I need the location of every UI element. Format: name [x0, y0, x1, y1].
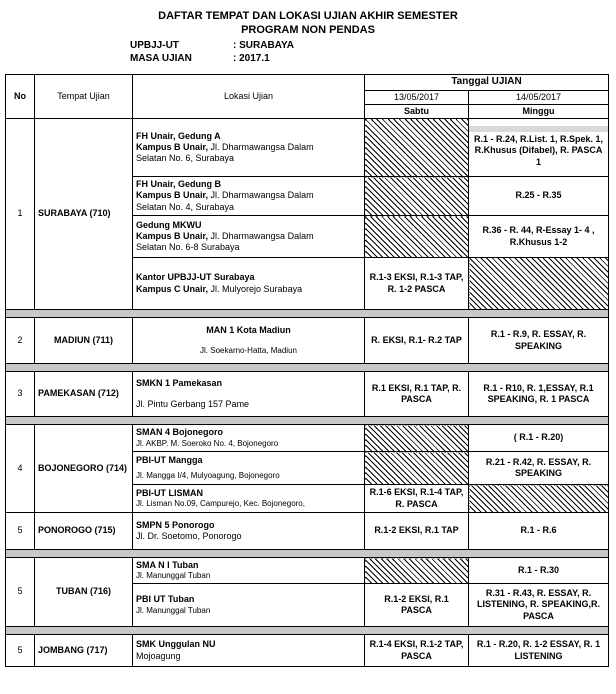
location-address: Jl. Pintu Gerbang 157 Pame [136, 399, 250, 409]
location-campus: Kampus B Unair, [136, 230, 209, 241]
row-tempat: SURABAYA (710) [35, 119, 133, 310]
date1-header: 13/05/2017 [365, 90, 469, 104]
row-lokasi [133, 372, 365, 417]
location-address: Jl. Dharmawangsa Dalam [208, 190, 314, 201]
row-lokasi [133, 216, 365, 258]
location-address: Jl. Manunggal Tuban [136, 605, 211, 615]
separator-row [6, 310, 609, 318]
table-row [6, 635, 609, 667]
location-address-line: Selatan No. 6-8 Surabaya [136, 242, 240, 253]
location-campus: Kampus B Unair, [136, 141, 209, 152]
row-lokasi [133, 513, 365, 550]
row-lokasi [133, 119, 365, 177]
date1-cell-empty [365, 119, 469, 177]
row-lokasi [133, 635, 365, 667]
date2-cell: R.1 - R.20, R. 1-2 ESSAY, R. 1 LISTENING [469, 635, 609, 667]
date2-cell-empty [469, 258, 609, 310]
location-address: Jl. Soekarno-Hatta, Madiun [200, 346, 297, 356]
row-tempat: PONOROGO (715) [35, 513, 133, 550]
location-name: FH Unair, Gedung B [136, 179, 222, 190]
location-name: SMAN 4 Bojonegoro [136, 427, 223, 438]
col-lokasi-header: Lokasi Ujian [133, 75, 365, 119]
location-address: Jl. Mangga I/4, Mulyoagung, Bojonegoro [136, 470, 280, 480]
separator-row [6, 550, 609, 558]
row-no: 3 [6, 372, 35, 417]
row-no: 4 [6, 425, 35, 513]
col-tanggal-header: Tanggal UJIAN [365, 75, 609, 91]
row-no: 5 [6, 513, 35, 550]
date2-cell: R.25 - R.35 [469, 177, 609, 216]
masa-label: MASA UJIAN [130, 53, 192, 64]
row-tempat: PAMEKASAN (712) [35, 372, 133, 417]
location-address: Jl. Lisman No.09, Campurejo, Kec. Bojonegoro, [136, 499, 305, 509]
date1-cell: R.1-3 EKSI, R.1-3 TAP, R. 1-2 PASCA [365, 258, 469, 310]
date1-cell: R. EKSI, R.1- R.2 TAP [365, 318, 469, 364]
location-address: Jl. Mulyorejo Surabaya [208, 283, 303, 294]
location-name: PBI-UT LISMAN [136, 487, 203, 498]
location-name: Gedung MKWU [136, 219, 202, 230]
date2-cell [469, 119, 609, 177]
separator-row [6, 627, 609, 635]
row-tempat: JOMBANG (717) [35, 635, 133, 667]
row-lokasi [133, 177, 365, 216]
location-name: FH Unair, Gedung A [136, 130, 221, 141]
table-row [6, 372, 609, 417]
date2-header: 14/05/2017 [469, 90, 609, 104]
date2-cell: R.21 - R.42, R. ESSAY, R. SPEAKING [469, 452, 609, 485]
date2-cell: R.1 - R.9, R. ESSAY, R. SPEAKING [469, 318, 609, 364]
room-list: R.1 - R.24, R.List. 1, R.Spek. 1, R.Khusus (Difabel), R. PASCA 1 [473, 134, 604, 167]
location-name: PBI-UT Mangga [136, 455, 203, 466]
page-subtitle: PROGRAM NON PENDAS [241, 24, 375, 36]
masa-value: : 2017.1 [233, 53, 270, 64]
schedule-table [5, 74, 609, 667]
row-lokasi [133, 258, 365, 310]
row-lokasi [133, 584, 365, 627]
table-row [6, 558, 609, 584]
date1-cell-empty [365, 558, 469, 584]
row-lokasi [133, 558, 365, 584]
table-row [6, 119, 609, 177]
date1-cell: R.1-2 EKSI, R.1 PASCA [365, 584, 469, 627]
separator-row [6, 364, 609, 372]
page-title: DAFTAR TEMPAT DAN LOKASI UJIAN AKHIR SEMESTER [158, 10, 458, 22]
row-lokasi [133, 425, 365, 452]
date2-cell-empty [469, 485, 609, 513]
date2-cell: R.1 - R.30 [469, 558, 609, 584]
gray-band [469, 126, 608, 132]
date2-cell: R.36 - R. 44, R-Essay 1- 4 , R.Khusus 1-2 [469, 216, 609, 258]
day2-header: Minggu [469, 104, 609, 118]
row-tempat: TUBAN (716) [35, 558, 133, 627]
row-tempat: BOJONEGORO (714) [35, 425, 133, 513]
location-name: SMA N I Tuban [136, 559, 199, 570]
date1-cell: R.1-4 EKSI, R.1-2 TAP, PASCA [365, 635, 469, 667]
location-name: Kantor UPBJJ-UT Surabaya [136, 272, 255, 283]
location-name: PBI UT Tuban [136, 594, 195, 605]
row-no: 2 [6, 318, 35, 364]
day1-header: Sabtu [365, 104, 469, 118]
table-row [6, 425, 609, 452]
row-no: 1 [6, 119, 35, 310]
date1-cell: R.1-2 EKSI, R.1 TAP [365, 513, 469, 550]
table-row [6, 513, 609, 550]
date2-cell: R.1 - R10, R. 1,ESSAY, R.1 SPEAKING, R. 1 PASCA [469, 372, 609, 417]
row-lokasi [133, 452, 365, 485]
upbjj-label: UPBJJ-UT [130, 40, 179, 51]
date1-cell-empty [365, 425, 469, 452]
date2-cell: R.31 - R.43, R. ESSAY, R. LISTENING, R. SPEAKING,R. PASCA [469, 584, 609, 627]
row-tempat: MADIUN (711) [35, 318, 133, 364]
row-lokasi [133, 318, 365, 364]
upbjj-value: : SURABAYA [233, 40, 294, 51]
table-row [6, 318, 609, 364]
location-address: Jl. Dharmawangsa Dalam [208, 230, 314, 241]
location-address: Jl. AKBP. M. Soeroko No. 4, Bojonegoro [136, 438, 279, 448]
location-name: SMPN 5 Ponorogo [136, 519, 215, 530]
date2-cell: ( R.1 - R.20) [469, 425, 609, 452]
date1-cell-empty [365, 177, 469, 216]
date1-cell-empty [365, 452, 469, 485]
location-campus: Kampus C Unair, [136, 283, 209, 294]
location-name: MAN 1 Kota Madiun [206, 324, 291, 335]
row-no: 5 [6, 635, 35, 667]
date2-cell: R.1 - R.6 [469, 513, 609, 550]
location-address: Jl. Manunggal Tuban [136, 571, 211, 581]
location-address: Jl. Dr. Soetomo, Ponorogo [136, 531, 242, 541]
header-row [6, 75, 609, 91]
date1-cell: R.1-6 EKSI, R.1-4 TAP, R. PASCA [365, 485, 469, 513]
location-address-line: Selatan No. 6, Surabaya [136, 153, 235, 164]
location-name: SMKN 1 Pamekasan [136, 377, 223, 388]
location-address-line: Selatan No. 4, Surabaya [136, 201, 235, 212]
location-name: SMK Unggulan NU [136, 639, 216, 650]
col-tempat-header: Tempat Ujian [35, 75, 133, 119]
col-no-header: No [6, 75, 35, 119]
date1-cell-empty [365, 216, 469, 258]
location-campus: Kampus B Unair, [136, 190, 209, 201]
separator-row [6, 417, 609, 425]
row-lokasi [133, 485, 365, 513]
date1-cell: R.1 EKSI, R.1 TAP, R. PASCA [365, 372, 469, 417]
location-address: Jl. Dharmawangsa Dalam [208, 141, 314, 152]
row-no: 5 [6, 558, 35, 627]
location-address: Mojoagung [136, 650, 181, 661]
